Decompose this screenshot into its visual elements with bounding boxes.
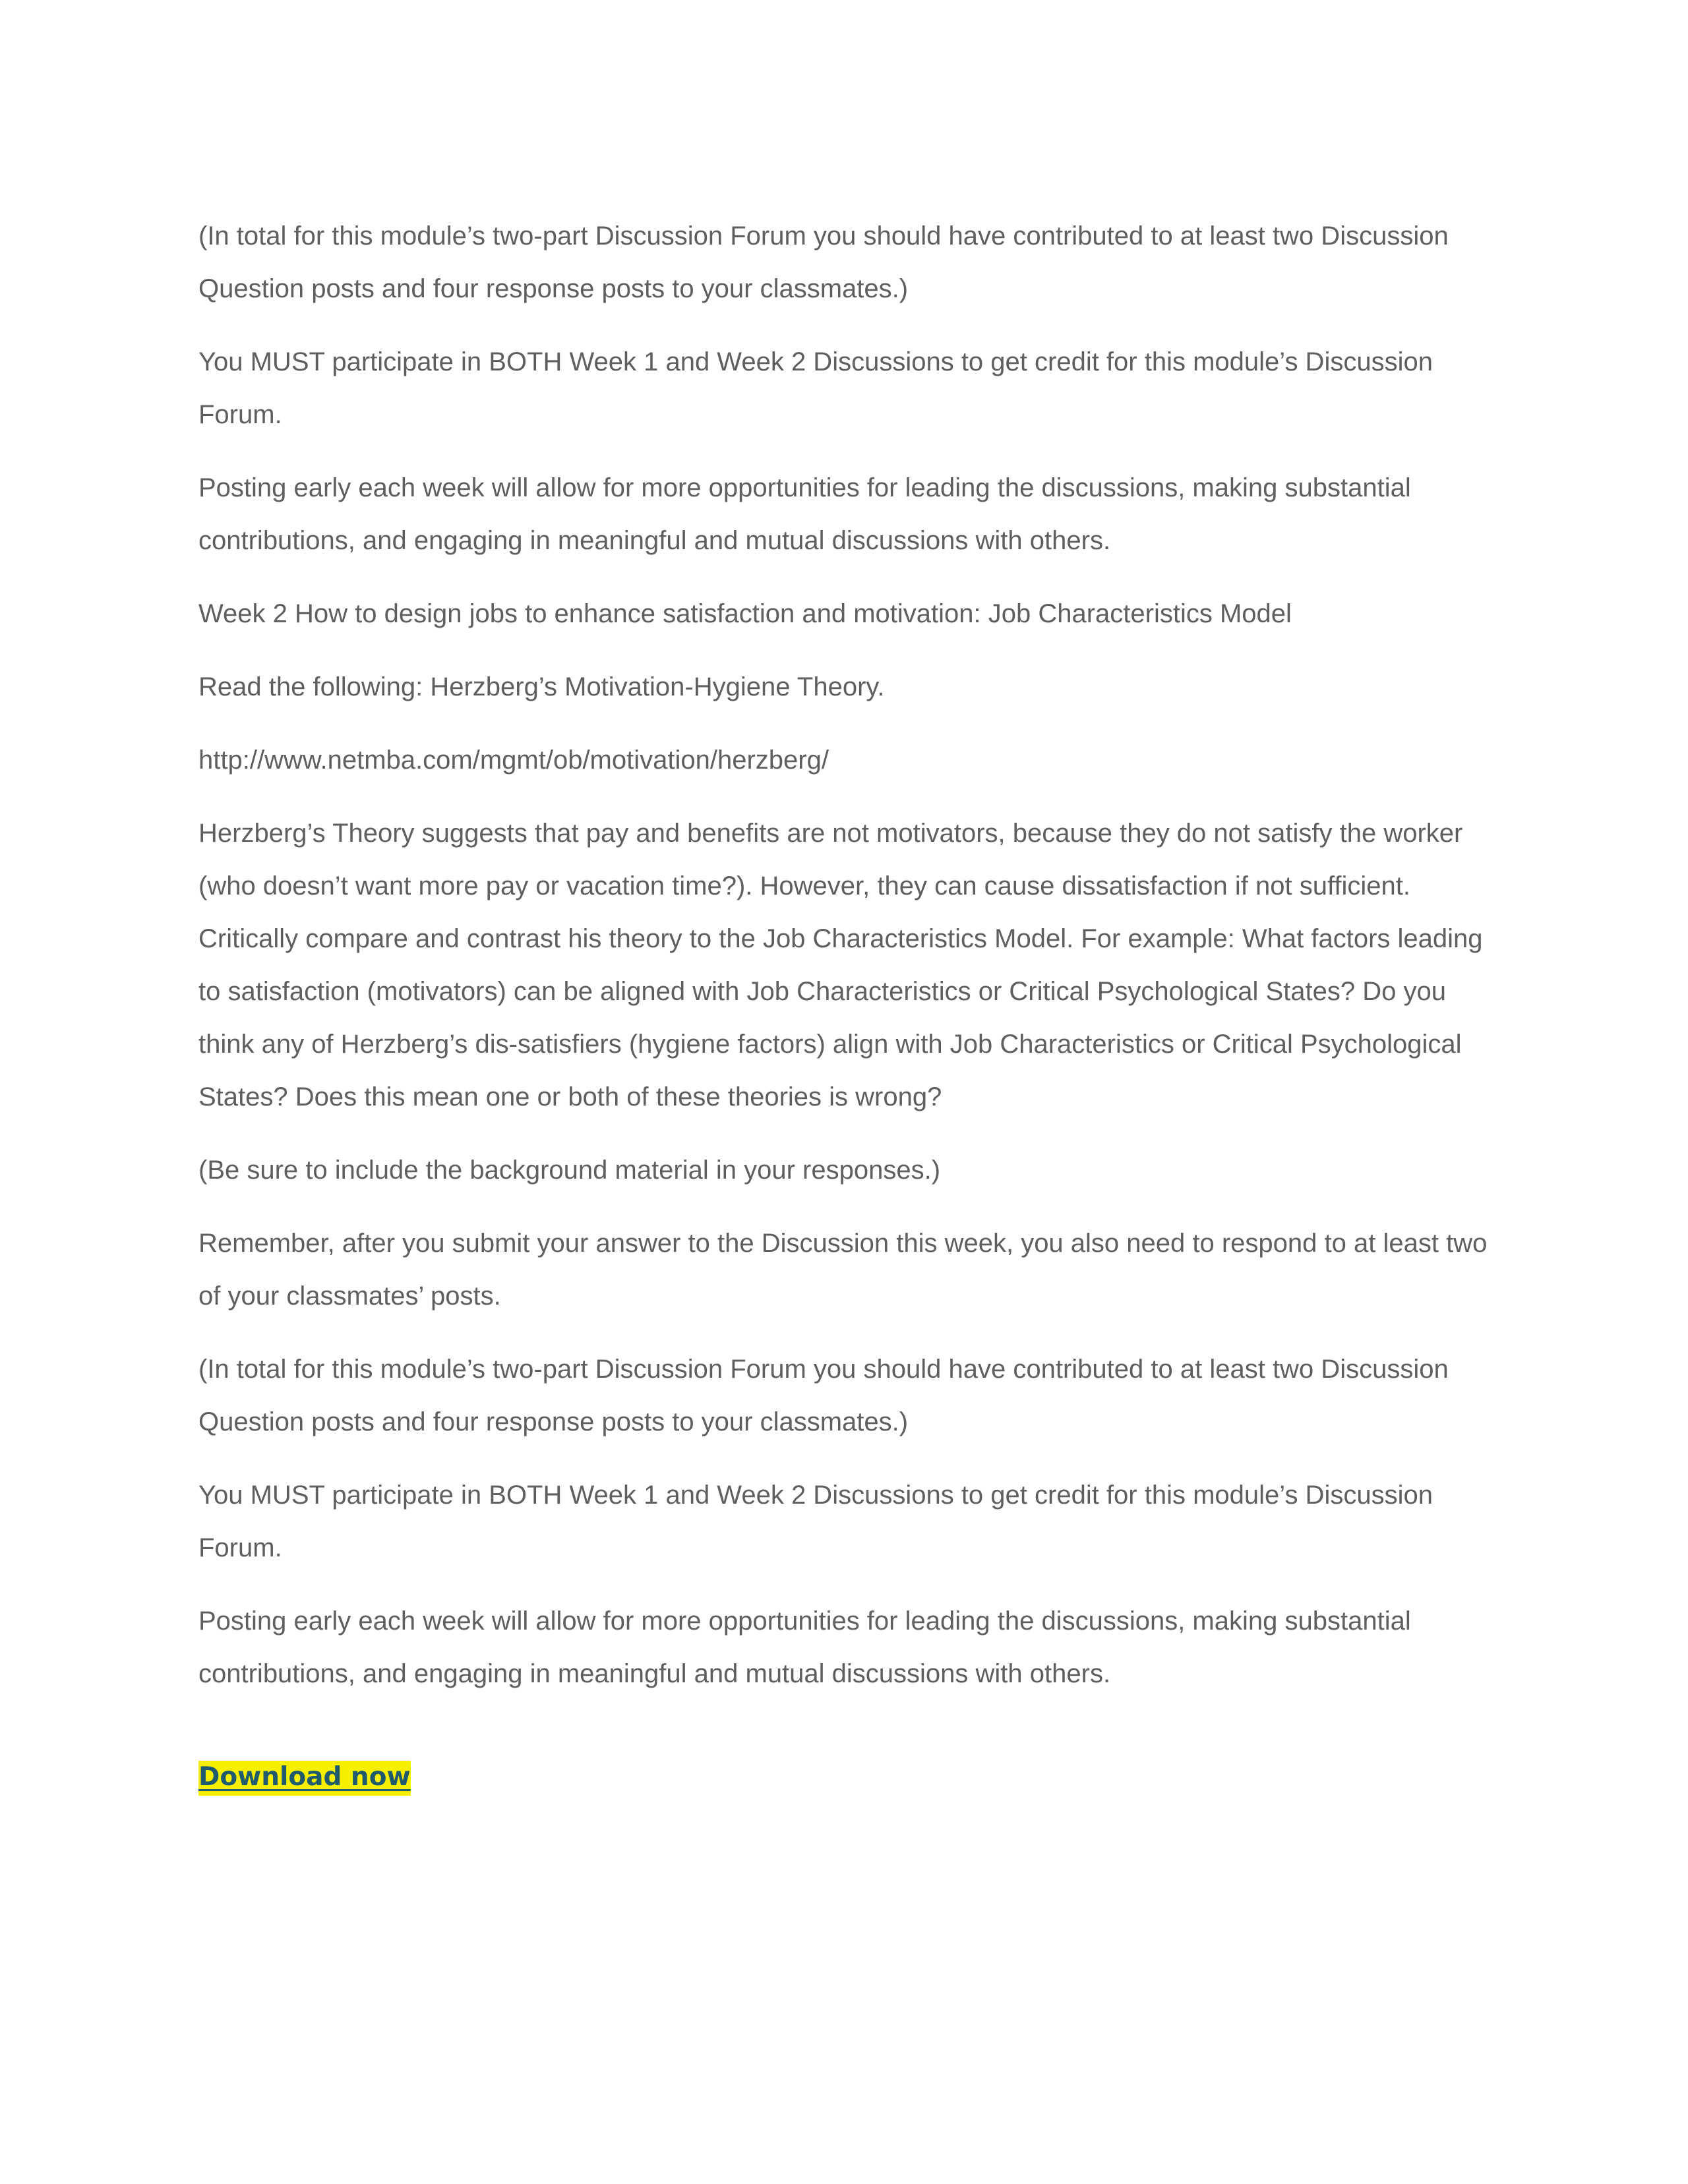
document-page: [198, 210, 1491, 1797]
paragraph-participation-requirement: You MUST participate in BOTH Week 1 and Week 2 Discussions to get credit for this module’s Discussion Forum.: [198, 347, 1433, 429]
paragraph-total-contributions: (In total for this module’s two-part Discussion Forum you should have contributed to at least two Discussion Question posts and four response posts to your classmates.): [198, 221, 1449, 303]
paragraph-background-note: (Be sure to include the background material in your responses.): [198, 1156, 941, 1185]
download-now-link[interactable]: Download now: [198, 1761, 411, 1796]
paragraph-reading-url: http://www.netmba.com/mgmt/ob/motivation/herzberg/: [198, 746, 829, 775]
paragraph-discussion-question: Herzberg’s Theory suggests that pay and benefits are not motivators, because they do not satisfy the worker (who doesn’t want more pay or vacation time?). However, they can cause dissatisfaction if not sufficient. Critically compare and contrast his theory to the Job Characteristics Model. For example: What factors leading to satisfaction (motivators) can be aligned with Job Characteristics or Critical Psychological States? Do you think any of Herzberg’s dis-satisfiers (hygiene factors) align with Job Characteristics or Critical Psychological States? Does this mean one or both of these theories is wrong?: [198, 819, 1483, 1111]
paragraph-posting-early: Posting early each week will allow for more opportunities for leading the discussions, making substantial contributions, and engaging in meaningful and mutual discussions with others.: [198, 473, 1411, 555]
paragraph-respond-reminder: Remember, after you submit your answer to the Discussion this week, you also need to respond to at least two of your classmates’ posts.: [198, 1229, 1488, 1311]
paragraph-reading-assignment: Read the following: Herzberg’s Motivation-Hygiene Theory.: [198, 672, 885, 701]
download-section: [198, 1757, 1491, 1797]
paragraph-total-contributions-repeat: (In total for this module’s two-part Discussion Forum you should have contributed to at least two Discussion Question posts and four response posts to your classmates.): [198, 1355, 1449, 1436]
paragraph-posting-early-repeat: Posting early each week will allow for more opportunities for leading the discussions, making substantial contributions, and engaging in meaningful and mutual discussions with others.: [198, 1607, 1411, 1688]
paragraph-week2-title: Week 2 How to design jobs to enhance satisfaction and motivation: Job Characteristics Model: [198, 599, 1292, 628]
paragraph-participation-requirement-repeat: You MUST participate in BOTH Week 1 and Week 2 Discussions to get credit for this module’s Discussion Forum.: [198, 1481, 1433, 1562]
